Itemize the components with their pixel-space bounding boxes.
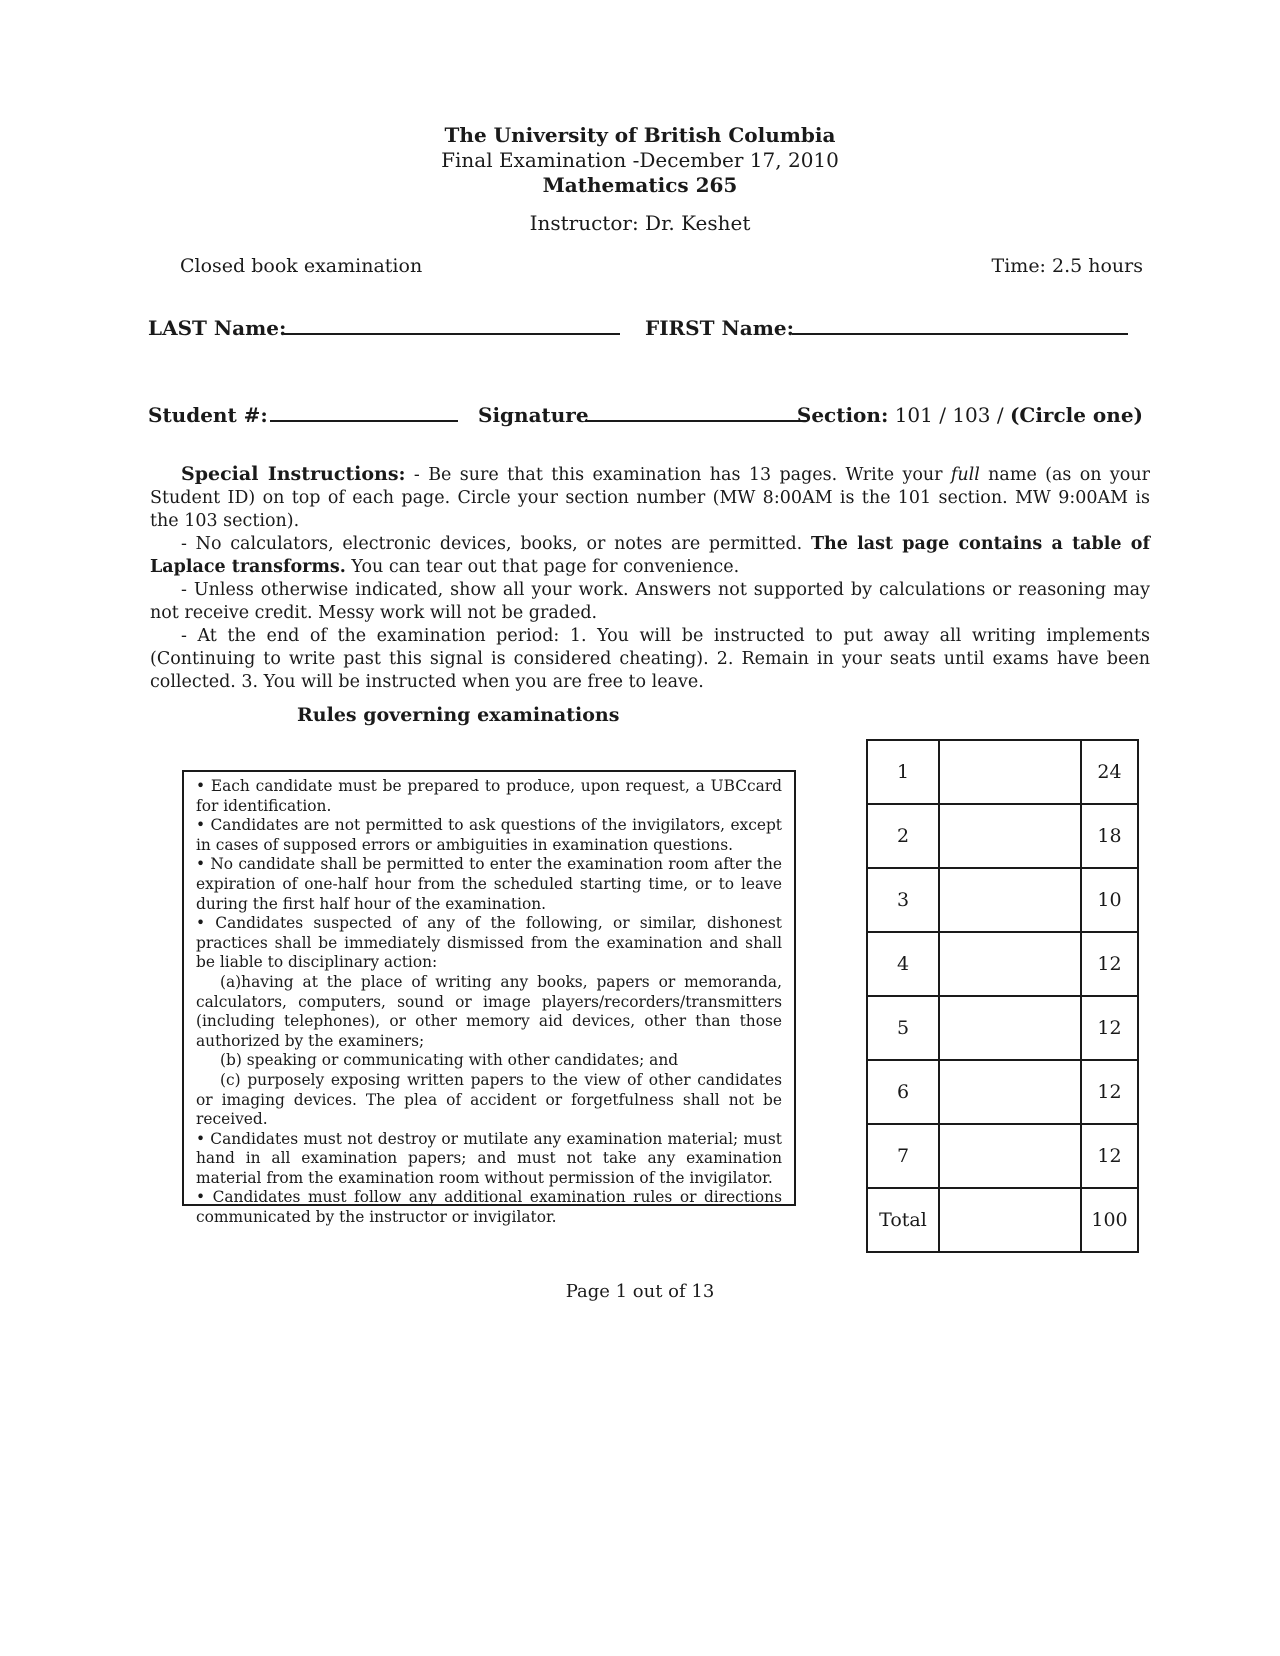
closed-book-note: Closed book examination — [180, 255, 423, 277]
student-number-label: Student #: — [148, 403, 268, 427]
score-row — [867, 740, 1138, 804]
question-points: 12 — [1081, 1060, 1138, 1124]
instruction-paragraph: - At the end of the examination period: 1. You will be instructed to put away all writing implements (Continuing to write past this signal is considered cheating). 2. Remain in your seats until exams have been collected. 3. You will be instructed when you are free to leave. — [150, 626, 1150, 692]
question-number: 3 — [867, 868, 939, 932]
question-points: 12 — [1081, 932, 1138, 996]
instruction-text: name (as on your Student ID) on top of each page. Circle your section number (MW 8:00AM is the 101 section. MW 9:00AM is the 103 section). — [150, 465, 1150, 531]
signature-label: Signature — [478, 403, 589, 427]
instruction-paragraph — [150, 463, 1150, 533]
score-row — [867, 868, 1138, 932]
score-row — [867, 1124, 1138, 1188]
score-row-total — [867, 1188, 1138, 1252]
instructor: Instructor: Dr. Keshet — [529, 211, 751, 235]
section-row — [797, 403, 1143, 427]
rule-subitem: (b) speaking or communicating with other candidates; and — [220, 1051, 679, 1070]
rule-subitem: (a)having at the place of writing any books, papers or memoranda, calculators, computers, sound or image players/recorders/transmitters (including telephones), or other memory aid devices, other than those authorized by the examiners; — [196, 972, 782, 1050]
question-points: 24 — [1081, 740, 1138, 804]
instruction-paragraph: - Unless otherwise indicated, show all your work. Answers not supported by calculations or reasoning may not receive credit. Messy work will not be graded. — [150, 580, 1150, 623]
student-number-field[interactable] — [270, 420, 458, 422]
time-note: Time: 2.5 hours — [991, 255, 1143, 277]
question-number: 5 — [867, 996, 939, 1060]
score-cell — [939, 1060, 1081, 1124]
last-name-label: LAST Name: — [148, 316, 287, 340]
rule-item: • Candidates must follow any additional examination rules or directions communicated by the instructor or invigilator. — [196, 1188, 782, 1227]
question-number: 1 — [867, 740, 939, 804]
exam-date: Final Examination -December 17, 2010 — [441, 148, 839, 172]
score-row — [867, 932, 1138, 996]
question-number: 6 — [867, 1060, 939, 1124]
instructions-heading: Special Instructions: — [181, 463, 406, 485]
instruction-text: You can tear out that page for convenience. — [345, 557, 740, 577]
score-cell — [939, 804, 1081, 868]
instruction-text: - No calculators, electronic devices, books, or notes are permitted. — [181, 534, 811, 554]
rule-item: • Candidates must not destroy or mutilate any examination material; must hand in all examination papers; and must not take any examination material from the examination room without permission of the invigilator. — [196, 1129, 782, 1187]
section-label: Section: — [796, 403, 889, 427]
first-name-field[interactable] — [792, 333, 1128, 335]
rule-item: • No candidate shall be permitted to enter the examination room after the expiration of one-half hour from the scheduled starting time, or to leave during the first half hour of the examination. — [196, 855, 782, 913]
instruction-paragraph — [150, 533, 1150, 579]
question-number: 7 — [867, 1124, 939, 1188]
score-cell — [939, 932, 1081, 996]
rule-item: • Candidates suspected of any of the following, or similar, dishonest practices shall be immediately dismissed from the examination and shall be liable to disciplinary action: — [196, 914, 782, 972]
score-table — [866, 739, 1139, 1253]
score-row — [867, 804, 1138, 868]
score-cell — [939, 1124, 1081, 1188]
section-options[interactable]: 101 / 103 / — [894, 403, 1004, 427]
score-cell — [939, 740, 1081, 804]
instruction-bold: The last page contains a table of Laplace transforms. — [150, 534, 1150, 577]
page-number: Page 1 out of 13 — [565, 1281, 715, 1302]
rules-box — [182, 770, 796, 1227]
score-row — [867, 996, 1138, 1060]
university-title: The University of British Columbia — [444, 123, 836, 147]
signature-field[interactable] — [585, 420, 807, 422]
question-points: 12 — [1081, 996, 1138, 1060]
score-cell — [939, 996, 1081, 1060]
question-points: 18 — [1081, 804, 1138, 868]
question-number: 4 — [867, 932, 939, 996]
rule-item: • Candidates are not permitted to ask questions of the invigilators, except in cases of supposed errors or ambiguities in examination questions. — [196, 816, 782, 854]
rule-item: • Each candidate must be prepared to produce, upon request, a UBCcard for identification. — [196, 777, 782, 815]
first-name-label: FIRST Name: — [645, 316, 794, 340]
total-score-cell — [939, 1188, 1081, 1252]
instruction-text: - Be sure that this examination has 13 pages. Write your — [405, 465, 951, 485]
question-number: 2 — [867, 804, 939, 868]
total-label: Total — [867, 1188, 939, 1252]
special-instructions — [150, 463, 1150, 694]
rules-title: Rules governing examinations — [297, 704, 620, 726]
question-points: 10 — [1081, 868, 1138, 932]
score-row — [867, 1060, 1138, 1124]
question-points: 12 — [1081, 1124, 1138, 1188]
score-cell — [939, 868, 1081, 932]
course-title: Mathematics 265 — [542, 173, 738, 197]
instruction-emphasis: full — [950, 465, 980, 485]
total-points: 100 — [1081, 1188, 1138, 1252]
rule-subitem: (c) purposely exposing written papers to the view of other candidates or imaging devices. The plea of accident or forgetfulness shall not be received. — [196, 1070, 782, 1129]
last-name-field[interactable] — [284, 333, 620, 335]
circle-one-note: (Circle one) — [1009, 403, 1143, 427]
